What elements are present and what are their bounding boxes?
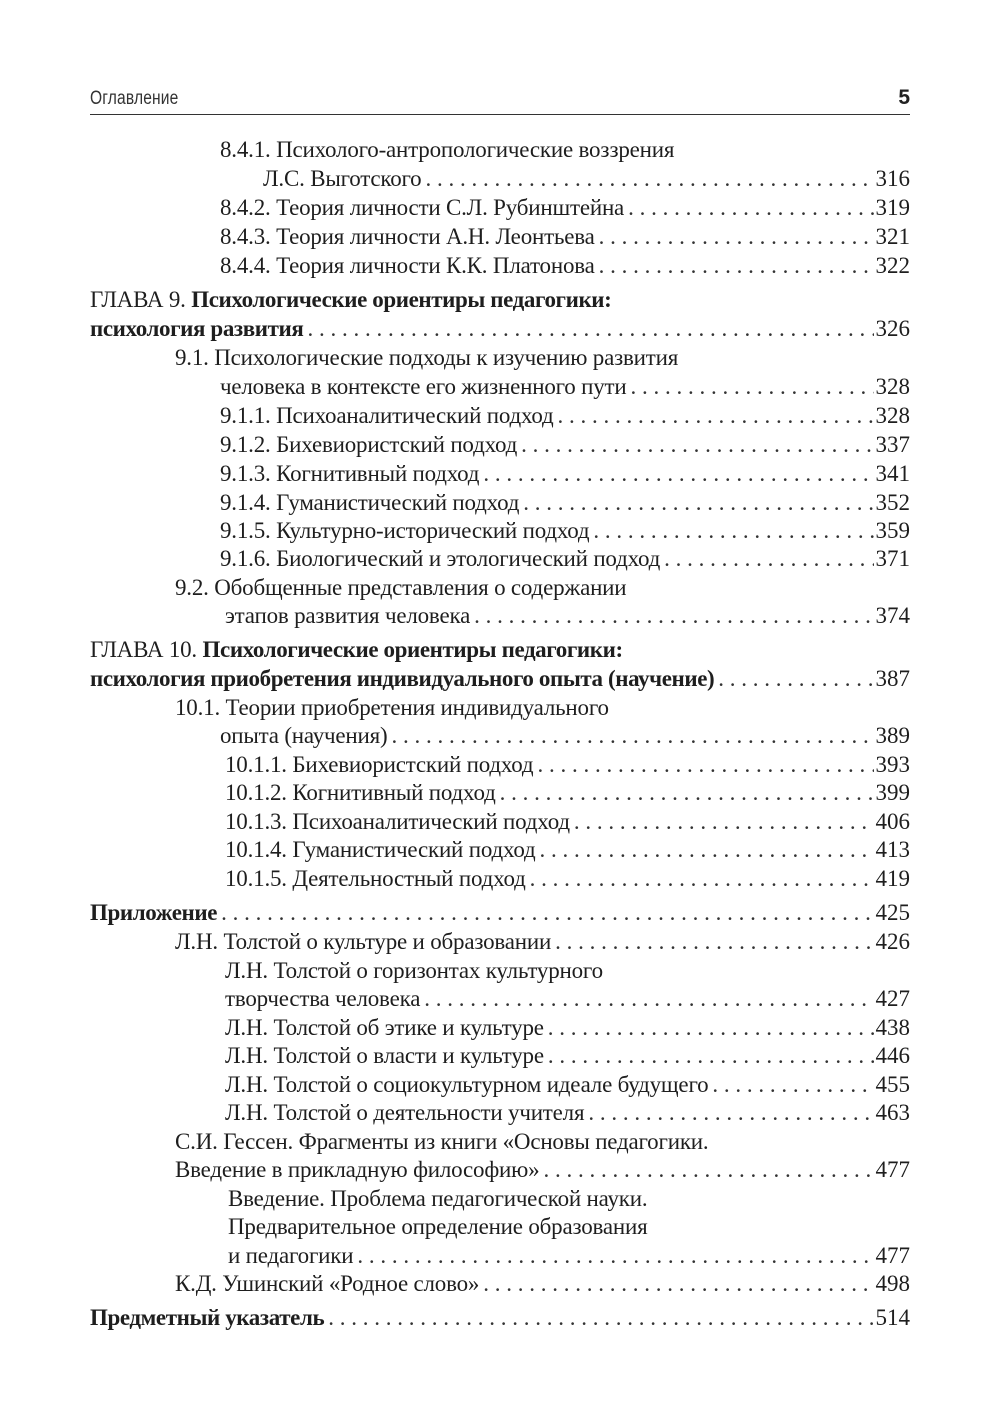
toc-entry-title: 9.1.5. Культурно-исторический подход bbox=[220, 518, 590, 543]
toc-entry-page: 446 bbox=[875, 1043, 910, 1068]
toc-entry-page: 321 bbox=[875, 224, 910, 249]
toc-entry-page: 328 bbox=[875, 374, 910, 399]
toc-entry[interactable] bbox=[225, 958, 910, 986]
toc-entry-page: 341 bbox=[875, 461, 910, 486]
toc-entry[interactable] bbox=[220, 432, 910, 460]
dot-leader bbox=[483, 461, 873, 487]
toc-entry-title: 10.1.4. Гуманистический подход bbox=[225, 837, 536, 862]
toc-entry-page: 374 bbox=[875, 603, 910, 628]
toc-entry-title: 10.1.2. Когнитивный подход bbox=[225, 780, 496, 805]
toc-entry-title: Психологические ориентиры педагогики: bbox=[202, 637, 623, 662]
toc-entry[interactable] bbox=[225, 1015, 910, 1043]
dot-leader bbox=[425, 166, 873, 192]
toc-entry-title: психология развития bbox=[90, 316, 304, 341]
toc-entry-page: 359 bbox=[875, 518, 910, 543]
toc-entry[interactable] bbox=[220, 723, 910, 751]
dot-leader bbox=[474, 603, 873, 629]
running-header-title: Оглавление bbox=[90, 88, 179, 109]
running-header bbox=[90, 88, 910, 115]
toc-entry[interactable] bbox=[220, 461, 910, 489]
toc-entry-page: 498 bbox=[875, 1271, 910, 1296]
toc-entry-page: 319 bbox=[875, 195, 910, 220]
dot-leader bbox=[718, 666, 873, 692]
dot-leader bbox=[593, 518, 873, 544]
toc-entry[interactable] bbox=[220, 374, 910, 402]
toc-entry[interactable] bbox=[175, 1271, 910, 1299]
dot-leader bbox=[540, 837, 874, 863]
toc-entry[interactable] bbox=[225, 1100, 910, 1128]
dot-leader bbox=[424, 986, 873, 1012]
toc-entry-title: 10.1.1. Бихевиористский подход bbox=[225, 752, 534, 777]
toc-entry-title: 9.1. Психологические подходы к изучению развития bbox=[175, 345, 679, 370]
dot-leader bbox=[392, 723, 874, 749]
toc-entry[interactable] bbox=[220, 403, 910, 431]
toc-entry-title: Л.Н. Толстой о власти и культуре bbox=[225, 1043, 544, 1068]
toc-entry[interactable] bbox=[90, 287, 910, 315]
toc-entry-title: и педагогики bbox=[228, 1243, 354, 1268]
toc-entry[interactable] bbox=[90, 900, 910, 928]
toc-entry-title: психология приобретения индивидуального опыта (научение) bbox=[90, 666, 715, 691]
dot-leader bbox=[221, 900, 873, 926]
toc-entry[interactable] bbox=[90, 316, 910, 344]
toc-entry[interactable] bbox=[90, 666, 910, 694]
dot-leader bbox=[307, 316, 873, 342]
toc-entry-page: 455 bbox=[875, 1072, 910, 1097]
toc-entry-page: 438 bbox=[875, 1015, 910, 1040]
dot-leader bbox=[548, 1043, 874, 1069]
toc-entry-page: 425 bbox=[875, 900, 910, 925]
dot-leader bbox=[523, 490, 873, 516]
toc-entry-title: С.И. Гессен. Фрагменты из книги «Основы педагогики. bbox=[175, 1129, 709, 1154]
toc-entry-title: 9.1.4. Гуманистический подход bbox=[220, 490, 520, 515]
dot-leader bbox=[483, 1271, 873, 1297]
toc-entry-chapter-prefix: ГЛАВА 9. bbox=[90, 287, 192, 312]
dot-leader bbox=[357, 1243, 873, 1269]
toc-entry[interactable] bbox=[220, 195, 910, 223]
toc-entry-title: Л.Н. Толстой о деятельности учителя bbox=[225, 1100, 585, 1125]
dot-leader bbox=[328, 1305, 873, 1331]
toc-entry-title: 8.4.4. Теория личности К.К. Платонова bbox=[220, 253, 595, 278]
toc-entry-title: 8.4.1. Психолого-антропологические воззрения bbox=[220, 137, 675, 162]
toc-entry[interactable] bbox=[225, 866, 910, 894]
toc-entry-title: Введение в прикладную философию» bbox=[175, 1157, 540, 1182]
dot-leader bbox=[664, 546, 873, 572]
toc-entry-title: Л.Н. Толстой о социокультурном идеале будущего bbox=[225, 1072, 709, 1097]
page-number: 5 bbox=[898, 86, 910, 109]
toc-entry[interactable] bbox=[220, 518, 910, 546]
toc-entry-title: 9.2. Обобщенные представления о содержании bbox=[175, 575, 627, 600]
toc-entry[interactable] bbox=[228, 1243, 910, 1271]
toc-entry[interactable] bbox=[175, 695, 910, 723]
toc-entry-page: 352 bbox=[875, 490, 910, 515]
toc-entry-page: 463 bbox=[875, 1100, 910, 1125]
toc-entry-page: 322 bbox=[875, 253, 910, 278]
toc-entry[interactable] bbox=[220, 137, 910, 165]
toc-entry[interactable] bbox=[220, 546, 910, 574]
toc-entry[interactable] bbox=[263, 166, 910, 194]
toc-entry-page: 477 bbox=[875, 1157, 910, 1182]
toc-entry-chapter-prefix: ГЛАВА 10. bbox=[90, 637, 203, 662]
dot-leader bbox=[555, 929, 873, 955]
toc-entry[interactable] bbox=[225, 752, 910, 780]
toc-entry-title: 10.1.5. Деятельностный подход bbox=[225, 866, 526, 891]
toc-entry-page: 337 bbox=[875, 432, 910, 457]
dot-leader bbox=[628, 195, 873, 221]
toc-entry[interactable] bbox=[175, 929, 910, 957]
toc-entry[interactable] bbox=[225, 1043, 910, 1071]
toc-entry[interactable] bbox=[228, 1186, 910, 1214]
dot-leader bbox=[599, 224, 874, 250]
toc-entry-page: 326 bbox=[875, 316, 910, 341]
toc-entry-title: этапов развития человека bbox=[225, 603, 471, 628]
dot-leader bbox=[588, 1100, 873, 1126]
toc-entry-title: Л.Н. Толстой о культуре и образовании bbox=[175, 929, 552, 954]
toc-entry-title: 9.1.2. Бихевиористский подход bbox=[220, 432, 518, 457]
toc-entry-title: Л.Н. Толстой об этике и культуре bbox=[225, 1015, 544, 1040]
dot-leader bbox=[543, 1157, 873, 1183]
toc-entry[interactable] bbox=[225, 837, 910, 865]
dot-leader bbox=[500, 780, 874, 806]
toc-entry-title: К.Д. Ушинский «Родное слово» bbox=[175, 1271, 480, 1296]
toc-entry-title: 9.1.3. Когнитивный подход bbox=[220, 461, 480, 486]
toc-entry-page: 419 bbox=[875, 866, 910, 891]
toc-entry-page: 389 bbox=[875, 723, 910, 748]
dot-leader bbox=[530, 866, 874, 892]
toc-entry-title: опыта (научения) bbox=[220, 723, 388, 748]
toc-entry-title: 8.4.2. Теория личности С.Л. Рубинштейна bbox=[220, 195, 625, 220]
dot-leader bbox=[599, 253, 874, 279]
toc-entry-page: 406 bbox=[875, 809, 910, 834]
toc-entry-page: 514 bbox=[875, 1305, 910, 1330]
toc-entry-page: 399 bbox=[875, 780, 910, 805]
toc-entry-page: 371 bbox=[875, 546, 910, 571]
dot-leader bbox=[521, 432, 873, 458]
toc-entry-title: 8.4.3. Теория личности А.Н. Леонтьева bbox=[220, 224, 595, 249]
dot-leader bbox=[548, 1015, 874, 1041]
toc-entry-title: 10.1. Теории приобретения индивидуального bbox=[175, 695, 609, 720]
toc-entry[interactable] bbox=[220, 224, 910, 252]
toc-entry[interactable] bbox=[220, 490, 910, 518]
toc-entry-page: 427 bbox=[875, 986, 910, 1011]
toc-entry[interactable] bbox=[90, 637, 910, 665]
dot-leader bbox=[712, 1072, 873, 1098]
dot-leader bbox=[631, 374, 874, 400]
toc-entry-title: Введение. Проблема педагогической науки. bbox=[228, 1186, 648, 1211]
dot-leader bbox=[574, 809, 874, 835]
toc-entry[interactable] bbox=[225, 603, 910, 631]
toc-entry-title: человека в контексте его жизненного пути bbox=[220, 374, 627, 399]
toc-entry-page: 328 bbox=[875, 403, 910, 428]
toc-entry[interactable] bbox=[220, 253, 910, 281]
toc-entry-title: Приложение bbox=[90, 900, 218, 925]
toc-entry-page: 316 bbox=[875, 166, 910, 191]
toc-entry-title: 9.1.6. Биологический и этологический подход bbox=[220, 546, 661, 571]
toc-entry-title: творчества человека bbox=[225, 986, 421, 1011]
toc-entry[interactable] bbox=[175, 575, 910, 603]
toc-entry-page: 413 bbox=[875, 837, 910, 862]
toc-entry-title: Психологические ориентиры педагогики: bbox=[191, 287, 612, 312]
toc-entry-title: Предварительное определение образования bbox=[228, 1214, 648, 1239]
toc-entry[interactable] bbox=[225, 1072, 910, 1100]
toc-entry[interactable] bbox=[225, 986, 910, 1014]
toc-entry-title: Л.С. Выготского bbox=[263, 166, 422, 191]
toc-entry-title: Л.Н. Толстой о горизонтах культурного bbox=[225, 958, 603, 983]
toc-entry-title: Предметный указатель bbox=[90, 1305, 325, 1330]
toc-entry-title: 10.1.3. Психоаналитический подход bbox=[225, 809, 570, 834]
toc-entry[interactable] bbox=[225, 809, 910, 837]
toc-entry[interactable] bbox=[175, 1157, 910, 1185]
toc-entry-page: 393 bbox=[875, 752, 910, 777]
dot-leader bbox=[558, 403, 874, 429]
toc-entry-page: 426 bbox=[875, 929, 910, 954]
toc-entry-page: 387 bbox=[875, 666, 910, 691]
toc-entry[interactable] bbox=[90, 1305, 910, 1333]
toc-entry[interactable] bbox=[225, 780, 910, 808]
toc-entry[interactable] bbox=[175, 1129, 910, 1157]
toc-entry-title: 9.1.1. Психоаналитический подход bbox=[220, 403, 554, 428]
toc-entry-page: 477 bbox=[875, 1243, 910, 1268]
toc-entry[interactable] bbox=[228, 1214, 910, 1242]
dot-leader bbox=[537, 752, 873, 778]
toc-entry[interactable] bbox=[175, 345, 910, 373]
